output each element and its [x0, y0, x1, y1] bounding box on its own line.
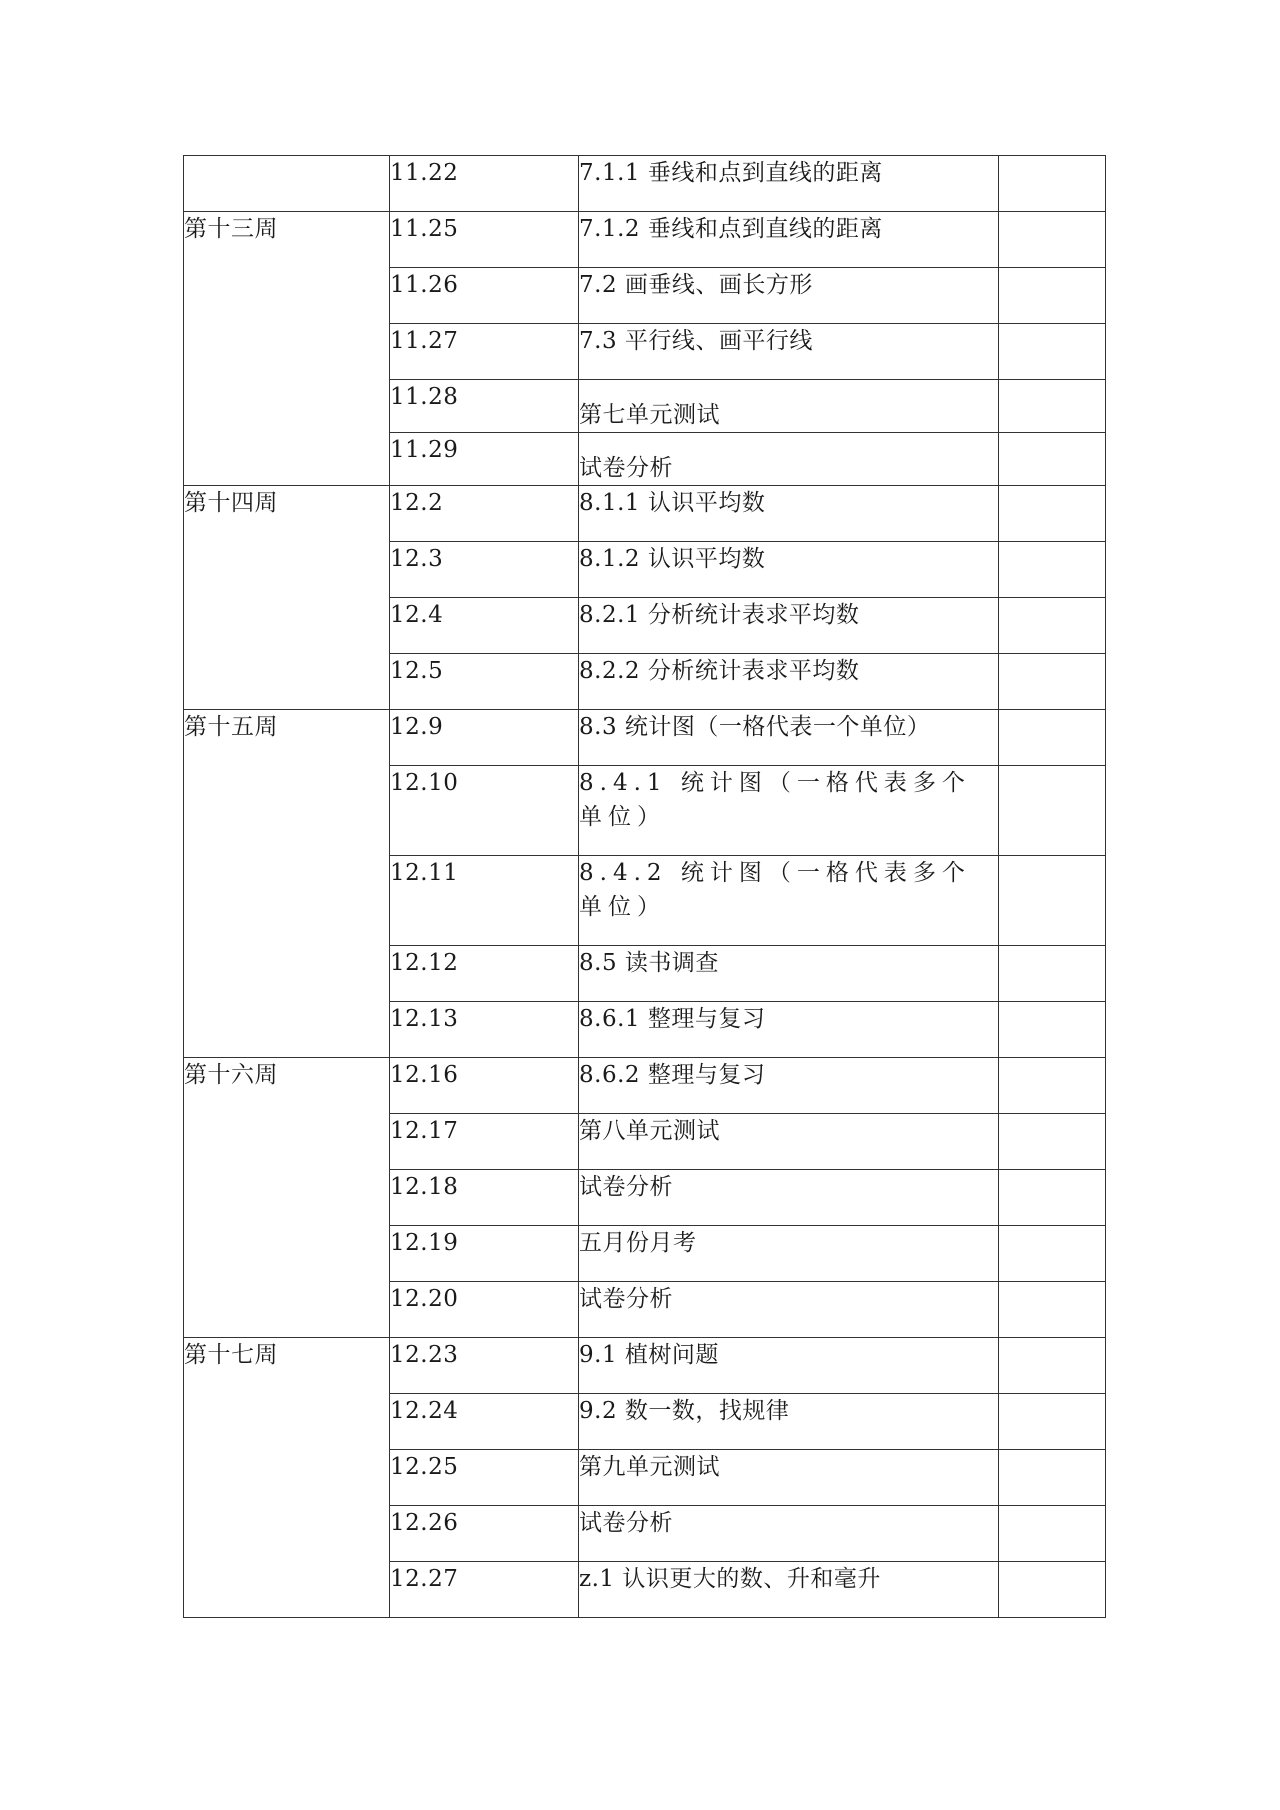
- topic-cell: 8.6.2 整理与复习: [579, 1058, 999, 1114]
- topic-cell: 8.4.2 统计图（一格代表多个单位）: [579, 856, 999, 946]
- topic-cell: 9.1 植树问题: [579, 1338, 999, 1394]
- table-row: [184, 156, 1106, 212]
- date-cell: 12.24: [390, 1394, 579, 1450]
- date-cell: 11.28: [390, 380, 579, 433]
- week-cell: 第十四周: [184, 486, 390, 710]
- date-cell: 12.12: [390, 946, 579, 1002]
- note-cell: [999, 212, 1106, 268]
- note-cell: [999, 1450, 1106, 1506]
- topic-cell: 五月份月考: [579, 1226, 999, 1282]
- date-cell: 11.26: [390, 268, 579, 324]
- note-cell: [999, 324, 1106, 380]
- note-cell: [999, 268, 1106, 324]
- topic-cell: 7.1.1 垂线和点到直线的距离: [579, 156, 999, 212]
- date-cell: 11.29: [390, 433, 579, 486]
- note-cell: [999, 1562, 1106, 1618]
- note-cell: [999, 598, 1106, 654]
- topic-cell: 8.2.2 分析统计表求平均数: [579, 654, 999, 710]
- date-cell: 12.3: [390, 542, 579, 598]
- note-cell: [999, 1170, 1106, 1226]
- topic-cell: 试卷分析: [579, 1506, 999, 1562]
- topic-cell: 7.3 平行线、画平行线: [579, 324, 999, 380]
- note-cell: [999, 1226, 1106, 1282]
- date-cell: 11.27: [390, 324, 579, 380]
- date-cell: 12.23: [390, 1338, 579, 1394]
- table-row: [184, 1338, 1106, 1394]
- date-cell: 12.10: [390, 766, 579, 856]
- date-cell: 12.13: [390, 1002, 579, 1058]
- date-cell: 12.9: [390, 710, 579, 766]
- document-page: [183, 155, 1106, 1618]
- note-cell: [999, 856, 1106, 946]
- date-cell: 12.11: [390, 856, 579, 946]
- topic-cell: 9.2 数一数，找规律: [579, 1394, 999, 1450]
- date-cell: 12.2: [390, 486, 579, 542]
- note-cell: [999, 1058, 1106, 1114]
- date-cell: 12.26: [390, 1506, 579, 1562]
- note-cell: [999, 542, 1106, 598]
- note-cell: [999, 1002, 1106, 1058]
- table-row: [184, 1058, 1106, 1114]
- date-cell: 12.16: [390, 1058, 579, 1114]
- topic-cell: 第九单元测试: [579, 1450, 999, 1506]
- topic-cell: 第八单元测试: [579, 1114, 999, 1170]
- topic-cell: 8.2.1 分析统计表求平均数: [579, 598, 999, 654]
- date-cell: 12.5: [390, 654, 579, 710]
- date-cell: 12.17: [390, 1114, 579, 1170]
- date-cell: 11.22: [390, 156, 579, 212]
- date-cell: 12.20: [390, 1282, 579, 1338]
- date-cell: 12.4: [390, 598, 579, 654]
- week-cell: 第十七周: [184, 1338, 390, 1618]
- date-cell: 12.25: [390, 1450, 579, 1506]
- date-cell: 12.27: [390, 1562, 579, 1618]
- note-cell: [999, 1506, 1106, 1562]
- note-cell: [999, 1394, 1106, 1450]
- topic-cell: 试卷分析: [579, 1282, 999, 1338]
- topic-cell: 8.1.2 认识平均数: [579, 542, 999, 598]
- note-cell: [999, 1114, 1106, 1170]
- topic-cell: 8.3 统计图（一格代表一个单位）: [579, 710, 999, 766]
- topic-cell: z.1 认识更大的数、升和毫升: [579, 1562, 999, 1618]
- topic-cell: 7.2 画垂线、画长方形: [579, 268, 999, 324]
- topic-cell: 试卷分析: [579, 433, 999, 486]
- topic-cell: 7.1.2 垂线和点到直线的距离: [579, 212, 999, 268]
- note-cell: [999, 433, 1106, 486]
- topic-cell: 8.1.1 认识平均数: [579, 486, 999, 542]
- note-cell: [999, 1282, 1106, 1338]
- date-cell: 12.18: [390, 1170, 579, 1226]
- topic-cell: 8.4.1 统计图（一格代表多个单位）: [579, 766, 999, 856]
- topic-cell: 试卷分析: [579, 1170, 999, 1226]
- note-cell: [999, 1338, 1106, 1394]
- table-row: [184, 486, 1106, 542]
- note-cell: [999, 486, 1106, 542]
- date-cell: 12.19: [390, 1226, 579, 1282]
- note-cell: [999, 946, 1106, 1002]
- note-cell: [999, 766, 1106, 856]
- topic-cell: 8.5 读书调查: [579, 946, 999, 1002]
- note-cell: [999, 654, 1106, 710]
- week-cell: 第十五周: [184, 710, 390, 1058]
- note-cell: [999, 380, 1106, 433]
- note-cell: [999, 710, 1106, 766]
- note-cell: [999, 156, 1106, 212]
- table-row: [184, 710, 1106, 766]
- table-row: [184, 212, 1106, 268]
- date-cell: 11.25: [390, 212, 579, 268]
- topic-cell: 第七单元测试: [579, 380, 999, 433]
- week-cell: 第十六周: [184, 1058, 390, 1338]
- teaching-schedule-table: [183, 155, 1106, 1618]
- topic-cell: 8.6.1 整理与复习: [579, 1002, 999, 1058]
- week-cell: [184, 156, 390, 212]
- week-cell: 第十三周: [184, 212, 390, 486]
